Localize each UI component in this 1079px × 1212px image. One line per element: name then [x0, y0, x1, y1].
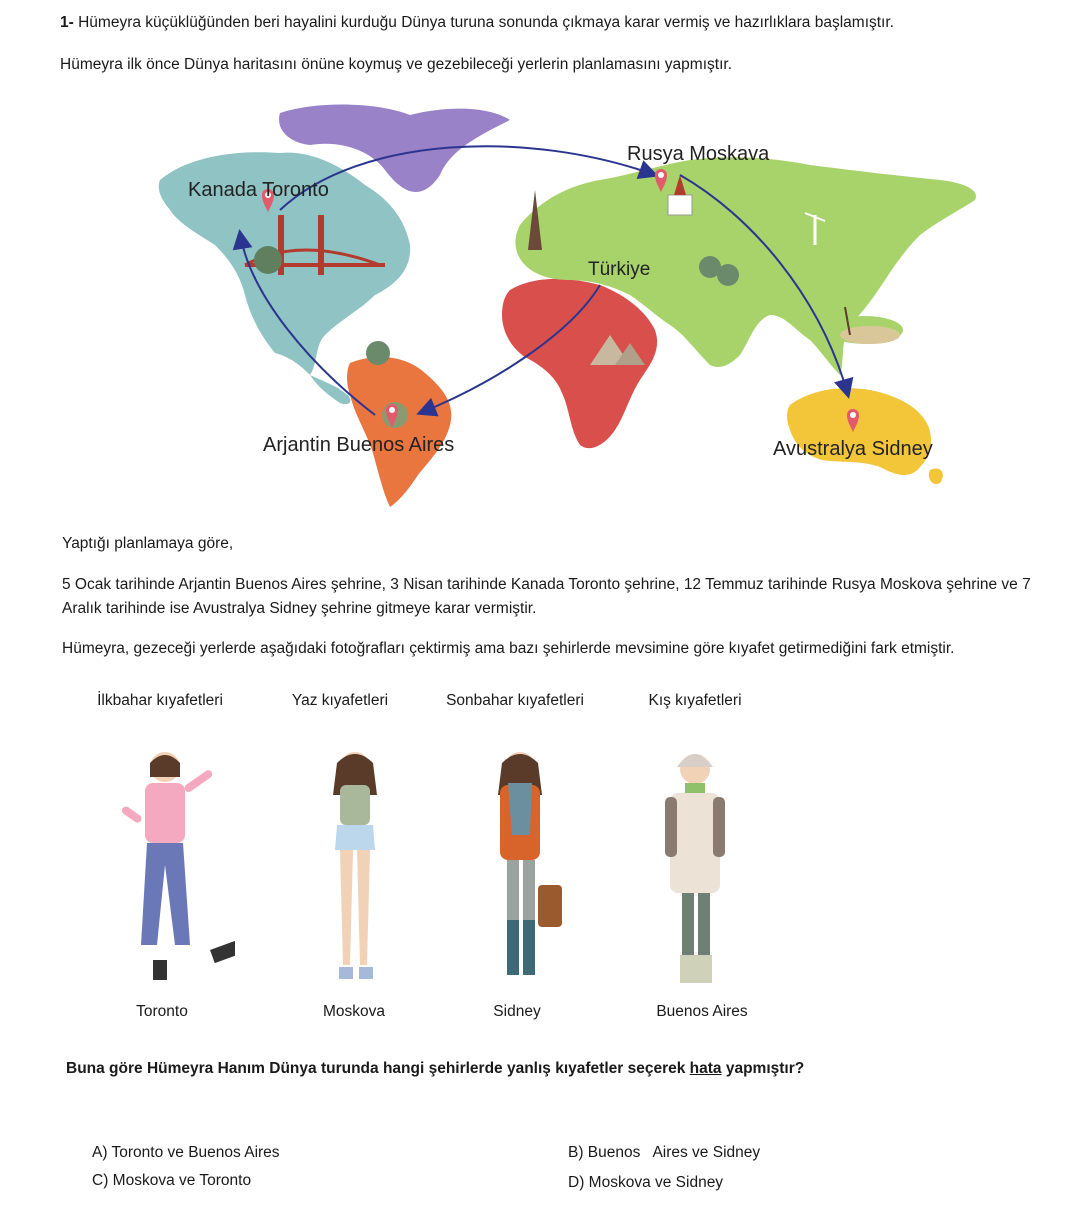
map-label-turkey: Türkiye — [588, 259, 651, 280]
tasmania-shape — [929, 468, 943, 484]
option-a[interactable]: A) Toronto ve Buenos Aires — [92, 1144, 280, 1161]
question-number: 1- — [60, 14, 74, 31]
autumn-outfit-figure — [450, 745, 590, 995]
map-label-canada: Kanada Toronto — [188, 179, 329, 201]
summer-outfit-figure — [285, 745, 425, 995]
season-label-summer: Yaz kıyafetleri — [291, 692, 389, 709]
city-label-moskova: Moskova — [322, 1003, 386, 1020]
photo-intro: Hümeyra, gezeceği yerlerde aşağıdaki fotoğrafları çektirmiş ama bazı şehirlerde mevsimine göre kıyafet getirmediğini fark etmiştir. — [62, 640, 955, 657]
winter-outfit-figure — [625, 745, 765, 995]
map-label-argentina: Arjantin Buenos Aires — [263, 434, 455, 456]
australia-shape — [787, 388, 931, 475]
south-america-shape — [347, 357, 451, 507]
city-label-sidney: Sidney — [493, 1003, 541, 1020]
option-b[interactable]: B) Buenos Aires ve Sidney — [568, 1144, 761, 1161]
question-intro-text: Hümeyra küçüklüğünden beri hayalini kurduğu Dünya turuna sonunda çıkmaya karar vermiş ve hazırlıklara başlamıştır. — [78, 14, 894, 31]
plan-body: 5 Ocak tarihinde Arjantin Buenos Aires şehrine, 3 Nisan tarihinde Kanada Toronto şehrine, 12 Temmuz tarihinde Rusya Moskova şehrine ve 7 Aralık tarihinde ise Avustralya Sidney şehrine gitmeye karar vermiştir. — [62, 576, 1031, 617]
map-label-russia: Rusya Moskava — [627, 143, 770, 165]
spring-outfit-figure — [95, 745, 235, 995]
city-label-toronto: Toronto — [136, 1003, 188, 1020]
option-c[interactable]: C) Moskova ve Toronto — [92, 1172, 252, 1189]
prompt-underlined: hata — [689, 1060, 722, 1077]
option-d[interactable]: D) Moskova ve Sidney — [568, 1174, 724, 1191]
question-intro — [60, 12, 894, 34]
season-label-winter: Kış kıyafetleri — [648, 692, 742, 709]
world-map-svg — [150, 95, 990, 515]
map-label-australia: Avustralya Sidney — [773, 438, 933, 460]
plan-intro: Yaptığı planlamaya göre, — [62, 535, 234, 552]
prompt-after: yapmıştır? — [721, 1060, 805, 1077]
season-label-spring: İlkbahar kıyafetleri — [97, 692, 223, 709]
season-label-autumn: Sonbahar kıyafetleri — [446, 692, 584, 709]
prompt-before: Buna göre Hümeyra Hanım Dünya turunda hangi şehirlerde yanlış kıyafetler seçerek — [66, 1060, 690, 1077]
map-intro: Hümeyra ilk önce Dünya haritasını önüne koymuş ve gezebileceği yerlerin planlamasını yapmıştır. — [60, 56, 732, 73]
city-label-buenos-aires: Buenos Aires — [656, 1003, 748, 1020]
question-prompt — [66, 1060, 804, 1078]
world-map — [150, 95, 990, 515]
